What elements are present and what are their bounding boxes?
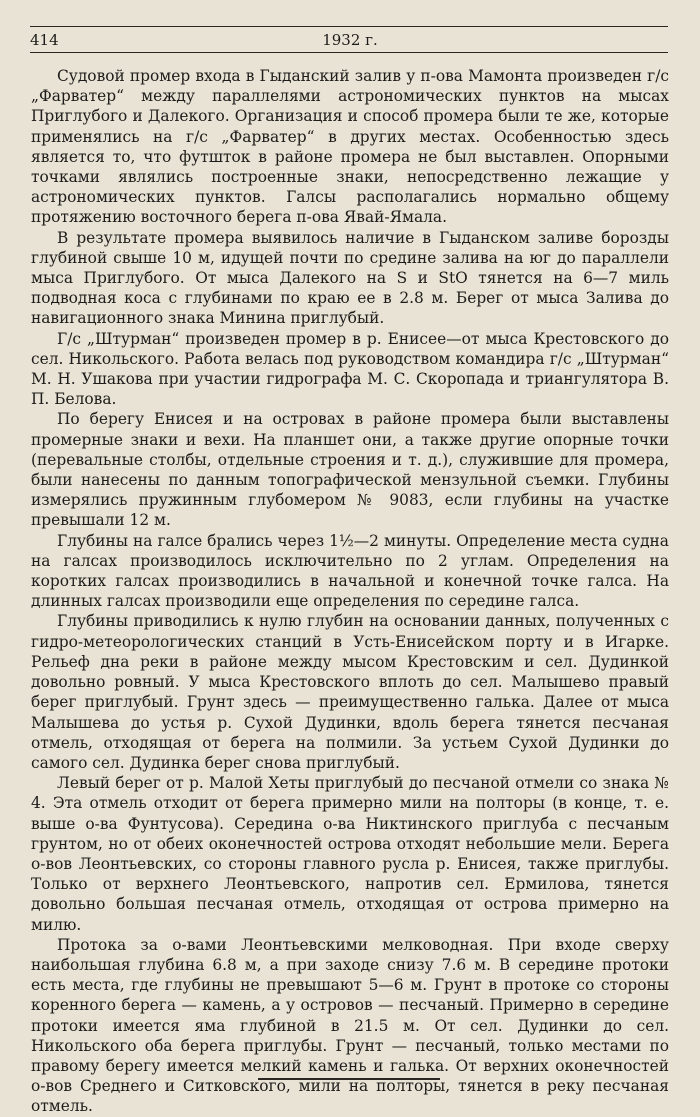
running-head: 1932 г. (322, 31, 378, 49)
paragraph: Глубины на галсе брались через 1½—2 минуты. Определение места судна на галсах производилось исключительно по 2 углам. Определения на коротких галсах производились в начальной и конечной точке галса. На длинных галсах производили еще определения по середине галса. (31, 531, 669, 611)
closing-rule (258, 1078, 440, 1080)
paragraph: В результате промера выявилось наличие в Гыданском заливе борозды глубиной свыше 10 м, идущей почти по средине залива на юг до параллели мыса Приглубого. От мыса Далекого на S и StO тянется на 6—7 миль подводная коса с глубинами по краю ее в 2.8 м. Берег от мыса Залива до навигационного знака Минина приглубый. (31, 228, 669, 328)
paragraph: Г/с „Штурман“ произведен промер в р. Енисее—от мыса Крестовского до сел. Никольского. Работа велась под руководством командира г/с „Штурман“ М. Н. Ушакова при участии гидрографа М. С. Скоропада и триангулятора В. П. Белова. (31, 329, 669, 409)
paragraph: По берегу Енисея и на островах в районе промера были выставлены промерные знаки и вехи. На планшет они, а также другие опорные точки (перевальные столбы, отдельные строения и т. д.), служившие для промера, были нанесены по данным топографической мензульной съемки. Глубины измерялись пружинным глубомером № 9083, если глубины на участке превышали 12 м. (31, 410, 669, 530)
paragraph: Глубины приводились к нулю глубин на основании данных, полученных с гидро-метеорологических станций в Усть-Енисейском порту и в Игарке. Рельеф дна реки в районе между мысом Крестовским и сел. Дудинкой довольно ровный. У мыса Крестовского вплоть до сел. Малышево правый берег приглубый. Грунт здесь — преимущественно галька. Далее от мыса Малышева до устья р. Сухой Дудинки, вдоль берега тянется песчаная отмель, отходящая от берега на полмили. За устьем Сухой Дудинки до самого сел. Дудинка берег снова приглубый. (31, 612, 669, 772)
header-rule-top (30, 26, 668, 27)
paragraph: Протока за о-вами Леонтьевскими мелководная. При входе сверху наибольшая глубина 6.8 м, а при заходе снизу 7.6 м. В середине протоки есть места, где глубины не превышают 5—6 м. Грунт в протоке со стороны коренного берега — камень, а у островов — песчаный. Примерно в середине протоки имеется яма глубиной в 21.5 м. От сел. Дудинки до сел. Никольского оба берега приглубы. Грунт — песчаный, только местами по правому берегу имеется мелкий камень и галька. От верхних оконечностей о-вов Среднего и Ситковского, мили на полторы, тянется в реку песчаная отмель. (31, 935, 669, 1116)
paragraph: Левый берег от р. Малой Хеты приглубый до песчаной отмели со знака № 4. Эта отмель отходит от берега примерно мили на полторы (в конце, т. е. выше о-ва Фунтусова). Середина о-ва Никтинского приглуба с песчаным грунтом, но от обеих оконечностей острова отходят небольшие мели. Берега о-вов Леонтьевских, со стороны главного русла р. Енисея, также приглубы. Только от верхнего Леонтьевского, напротив сел. Ермилова, тянется довольно большая песчаная отмель, отходящая от острова примерно на милю. (31, 774, 669, 934)
page-number: 414 (30, 31, 59, 49)
body-text (31, 66, 669, 1117)
paragraph: Судовой промер входа в Гыданский залив у п-ова Мамонта произведен г/с „Фарватер“ между параллелями астрономических пунктов на мысах Приглубого и Далекого. Организация и способ промера были те же, которые применялись на г/с „Фарватер“ в других местах. Особенностью здесь является то, что футшток в районе промера не был выставлен. Опорными точками являлись построенные знаки, непосредственно лежащие у астрономических пунктов. Галсы располагались нормально общему протяжению восточного берега п-ова Явай-Ямала. (31, 67, 669, 227)
header-rule-bottom (30, 52, 668, 53)
